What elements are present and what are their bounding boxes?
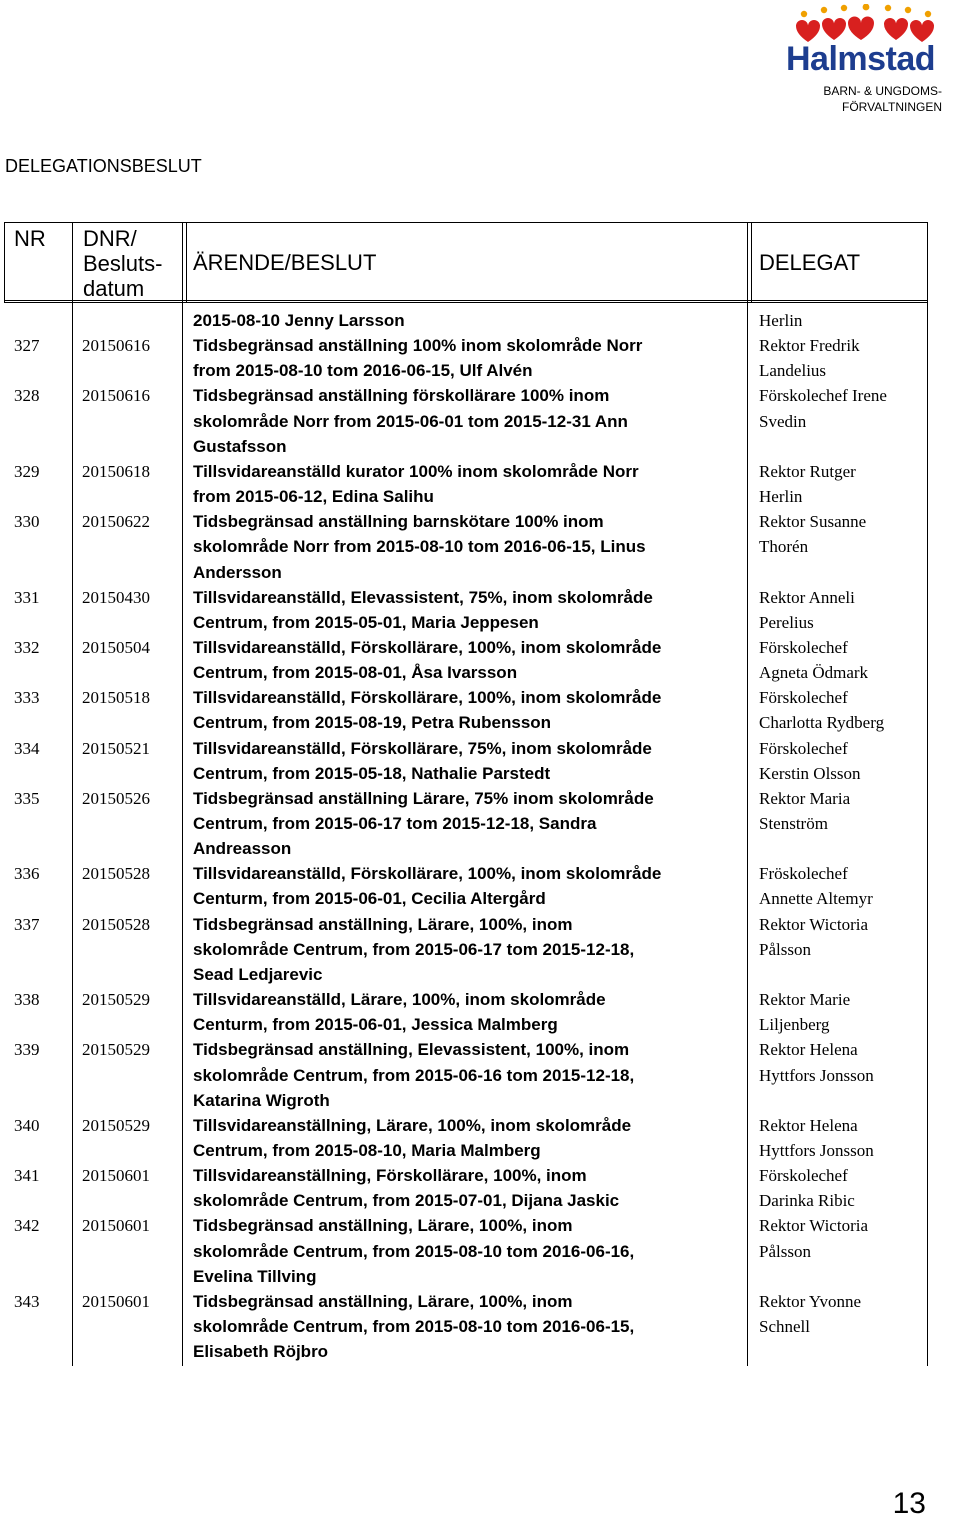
delegat-line: Landelius [759, 361, 827, 381]
cell-dnr: 20150601 [82, 1216, 150, 1236]
cell-dnr: 20150529 [82, 1115, 150, 1135]
arende-line: skolområde Centrum, from 2015-06-17 tom 2015-12-18, [193, 939, 635, 959]
page-number: 13 [892, 1487, 926, 1520]
cell-dnr: 20150526 [82, 788, 150, 808]
arende-line: skolområde Norr from 2015-08-10 tom 2016-06-15, Linus [193, 537, 646, 557]
delegat-line: Förskolechef Irene [759, 386, 887, 406]
cell-nr: 332 [14, 637, 40, 657]
arende-line: Tillsvidareanställd, Förskollärare, 100%, inom skolområde [193, 864, 662, 884]
arende-line: Tillsvidareanställd, Förskollärare, 100%, inom skolområde [193, 637, 662, 657]
cell-delegat [759, 861, 949, 911]
arende-line: Tidsbegränsad anställning, Elevassistent, 100%, inom [193, 1040, 630, 1060]
arende-line: Tillsvidareanställd, Förskollärare, 100%, inom skolområde [193, 688, 662, 708]
cell-delegat [759, 1213, 949, 1263]
cell-dnr: 20150601 [82, 1166, 150, 1186]
arende-line: skolområde Centrum, from 2015-07-01, Dijana Jaskic [193, 1191, 620, 1211]
cell-nr: 339 [14, 1040, 40, 1060]
cell-arende [193, 786, 745, 861]
cell-delegat [759, 1163, 949, 1213]
arende-line: Tillsvidareanställning, Förskollärare, 100%, inom [193, 1166, 587, 1186]
col-border-delegat-inner [751, 222, 752, 303]
header-dnr-line1: DNR/ [83, 226, 137, 251]
cell-nr: 337 [14, 914, 40, 934]
cell-delegat [759, 459, 949, 509]
cell-delegat [759, 736, 949, 786]
cell-nr: 343 [14, 1291, 40, 1311]
cell-arende [193, 1113, 745, 1163]
cell-arende [193, 1163, 745, 1213]
cell-dnr: 20150528 [82, 864, 150, 884]
col-border-nr [72, 222, 73, 1366]
cell-nr: 340 [14, 1115, 40, 1135]
cell-arende [193, 459, 745, 509]
arende-line: Centurm, from 2015-06-01, Jessica Malmberg [193, 1015, 558, 1035]
cell-arende [193, 1213, 745, 1288]
cell-delegat [759, 1289, 949, 1339]
delegat-line: Charlotta Rydberg [759, 713, 885, 733]
arende-line: Sead Ledjarevic [193, 964, 323, 984]
logo-brand: Halmstad [786, 40, 936, 78]
arende-line: Andreasson [193, 839, 292, 859]
col-border-left [4, 222, 5, 303]
arende-line: from 2015-06-12, Edina Salihu [193, 487, 434, 507]
arende-line: Tidsbegränsad anställning barnskötare 100% inom [193, 512, 604, 532]
arende-line: Tillsvidareanställd, Elevassistent, 75%, inom skolområde [193, 587, 653, 607]
arende-line: Tidsbegränsad anställning, Lärare, 100%, inom [193, 1291, 573, 1311]
arende-line: Tillsvidareanställd kurator 100% inom skolområde Norr [193, 461, 639, 481]
arende-line: Elisabeth Röjbro [193, 1342, 329, 1362]
cell-arende [193, 861, 745, 911]
arende-line: Tidsbegränsad anställning, Lärare, 100%, inom [193, 914, 573, 934]
cell-nr: 341 [14, 1166, 40, 1186]
cell-delegat [759, 987, 949, 1037]
cell-delegat [759, 333, 949, 383]
arende-line: from 2015-08-10 tom 2016-06-15, Ulf Alvén [193, 361, 533, 381]
cell-arende [193, 1289, 745, 1364]
cell-arende [193, 308, 745, 333]
delegat-line: Schnell [759, 1317, 810, 1336]
cell-nr: 328 [14, 386, 40, 406]
header-arende: ÄRENDE/BESLUT [193, 250, 377, 275]
cell-dnr: 20150518 [82, 688, 150, 708]
cell-arende [193, 635, 745, 685]
delegat-line: Perelius [759, 612, 814, 632]
delegat-line: Rektor Helena [759, 1115, 858, 1135]
arende-line: skolområde Norr from 2015-06-01 tom 2015-12-31 Ann [193, 411, 628, 431]
cell-dnr: 20150504 [82, 637, 150, 657]
delegat-line: Rektor Wictoria [759, 1216, 868, 1236]
cell-nr: 331 [14, 587, 40, 607]
cell-delegat [759, 585, 949, 635]
delegat-line: Stenström [759, 814, 828, 833]
delegat-line: Hyttfors Jonsson [759, 1065, 874, 1085]
cell-arende [193, 987, 745, 1037]
delegat-line: Liljenberg [759, 1015, 830, 1035]
arende-line: Centrum, from 2015-08-19, Petra Rubensson [193, 713, 552, 733]
delegat-line: Kerstin Olsson [759, 763, 861, 783]
logo-subtitle-1: BARN- & UNGDOMS- [823, 84, 942, 98]
arende-line: Tidsbegränsad anställning, Lärare, 100%, inom [193, 1216, 573, 1236]
delegat-line: Rektor Anneli [759, 587, 855, 607]
delegat-line: Rektor Helena [759, 1040, 858, 1060]
arende-line: Centrum, from 2015-08-01, Åsa Ivarsson [193, 663, 518, 683]
delegat-line: Förskolechef [759, 738, 848, 758]
arende-line: 2015-08-10 Jenny Larsson [193, 311, 405, 330]
cell-nr: 338 [14, 990, 40, 1010]
cell-delegat [759, 912, 949, 962]
delegat-line: Rektor Yvonne [759, 1291, 862, 1311]
arende-line: Gustafsson [193, 436, 287, 456]
arende-line: Tillsvidareanställd, Förskollärare, 75%, inom skolområde [193, 738, 652, 758]
col-border-arende [747, 222, 748, 1366]
cell-dnr: 20150601 [82, 1291, 150, 1311]
arende-line: skolområde Centrum, from 2015-06-16 tom 2015-12-18, [193, 1065, 635, 1085]
arende-line: Tidsbegränsad anställning förskollärare 100% inom [193, 386, 610, 406]
delegat-line: Darinka Ribic [759, 1191, 855, 1211]
delegat-line: Agneta Ödmark [759, 663, 869, 683]
delegat-line: Rektor Susanne [759, 512, 867, 532]
header-dnr-line3: datum [83, 276, 145, 301]
cell-arende [193, 736, 745, 786]
cell-arende [193, 912, 745, 987]
cell-arende [193, 383, 745, 458]
arende-line: Centrum, from 2015-05-18, Nathalie Parstedt [193, 763, 551, 783]
delegat-line: Pålsson [759, 939, 811, 959]
cell-arende [193, 509, 745, 584]
arende-line: Centrum, from 2015-08-10, Maria Malmberg [193, 1140, 541, 1160]
delegat-line: Rektor Maria [759, 788, 851, 808]
logo-subtitle-2: FÖRVALTNINGEN [841, 100, 942, 114]
cell-nr: 327 [14, 336, 40, 356]
halmstad-logo [786, 4, 956, 114]
cell-nr: 330 [14, 512, 40, 532]
cell-delegat [759, 1113, 949, 1163]
cell-delegat [759, 1037, 949, 1087]
cell-nr: 336 [14, 864, 40, 884]
cell-dnr: 20150618 [82, 461, 150, 481]
col-border-arende-inner [186, 222, 187, 303]
arende-line: Evelina Tillving [193, 1266, 317, 1286]
cell-arende [193, 333, 745, 383]
delegat-line: Förskolechef [759, 637, 848, 657]
cell-dnr: 20150529 [82, 990, 150, 1010]
table-top-border [4, 222, 928, 223]
delegat-line: Rektor Rutger [759, 461, 856, 481]
cell-delegat [759, 509, 949, 559]
cell-delegat [759, 383, 949, 433]
delegat-line: Herlin [759, 311, 803, 330]
arende-line: Tillsvidareanställd, Lärare, 100%, inom skolområde [193, 990, 606, 1010]
header-dnr-line2: Besluts- [83, 251, 163, 276]
delegat-line: Förskolechef [759, 1166, 848, 1186]
arende-line: Centurm, from 2015-06-01, Cecilia Altergård [193, 889, 546, 909]
delegat-line: Rektor Wictoria [759, 914, 868, 934]
cell-nr: 335 [14, 788, 40, 808]
arende-line: skolområde Centrum, from 2015-08-10 tom 2016-06-15, [193, 1317, 635, 1336]
delegat-line: Förskolechef [759, 688, 848, 708]
arende-line: Tillsvidareanställning, Lärare, 100%, inom skolområde [193, 1115, 632, 1135]
delegat-line: Thorén [759, 537, 809, 557]
delegat-line: Pålsson [759, 1241, 811, 1261]
cell-delegat [759, 685, 949, 735]
arende-line: Centrum, from 2015-05-01, Maria Jeppesen [193, 612, 539, 632]
cell-arende [193, 685, 745, 735]
cell-nr: 342 [14, 1216, 40, 1236]
arende-line: Tidsbegränsad anställning Lärare, 75% inom skolområde [193, 788, 654, 808]
arende-line: skolområde Centrum, from 2015-08-10 tom 2016-06-16, [193, 1241, 635, 1261]
arende-line: Tidsbegränsad anställning 100% inom skolområde Norr [193, 336, 643, 356]
header-nr: NR [14, 226, 46, 251]
col-border-dnr [182, 222, 183, 1366]
cell-delegat [759, 786, 949, 836]
delegat-line: Svedin [759, 411, 807, 431]
delegat-line: Rektor Marie [759, 990, 851, 1010]
cell-dnr: 20150528 [82, 914, 150, 934]
cell-delegat [759, 635, 949, 685]
cell-arende [193, 585, 745, 635]
cell-nr: 334 [14, 738, 40, 758]
delegat-line: Rektor Fredrik [759, 336, 860, 356]
cell-dnr: 20150521 [82, 738, 150, 758]
delegat-line: Herlin [759, 487, 803, 507]
cell-dnr: 20150529 [82, 1040, 150, 1060]
cell-dnr: 20150616 [82, 336, 150, 356]
delegat-line: Hyttfors Jonsson [759, 1140, 874, 1160]
header-delegat: DELEGAT [759, 250, 861, 275]
arende-line: Centrum, from 2015-06-17 tom 2015-12-18, Sandra [193, 814, 597, 833]
arende-line: Katarina Wigroth [193, 1090, 330, 1110]
delegat-line: Fröskolechef [759, 864, 848, 884]
document-title: DELEGATIONSBESLUT [5, 156, 202, 176]
arende-line: Andersson [193, 562, 282, 582]
cell-nr: 329 [14, 461, 40, 481]
cell-nr: 333 [14, 688, 40, 708]
cell-delegat [759, 308, 949, 333]
cell-arende [193, 1037, 745, 1112]
cell-dnr: 20150430 [82, 587, 150, 607]
cell-dnr: 20150622 [82, 512, 150, 532]
delegat-line: Annette Altemyr [759, 889, 873, 909]
cell-dnr: 20150616 [82, 386, 150, 406]
